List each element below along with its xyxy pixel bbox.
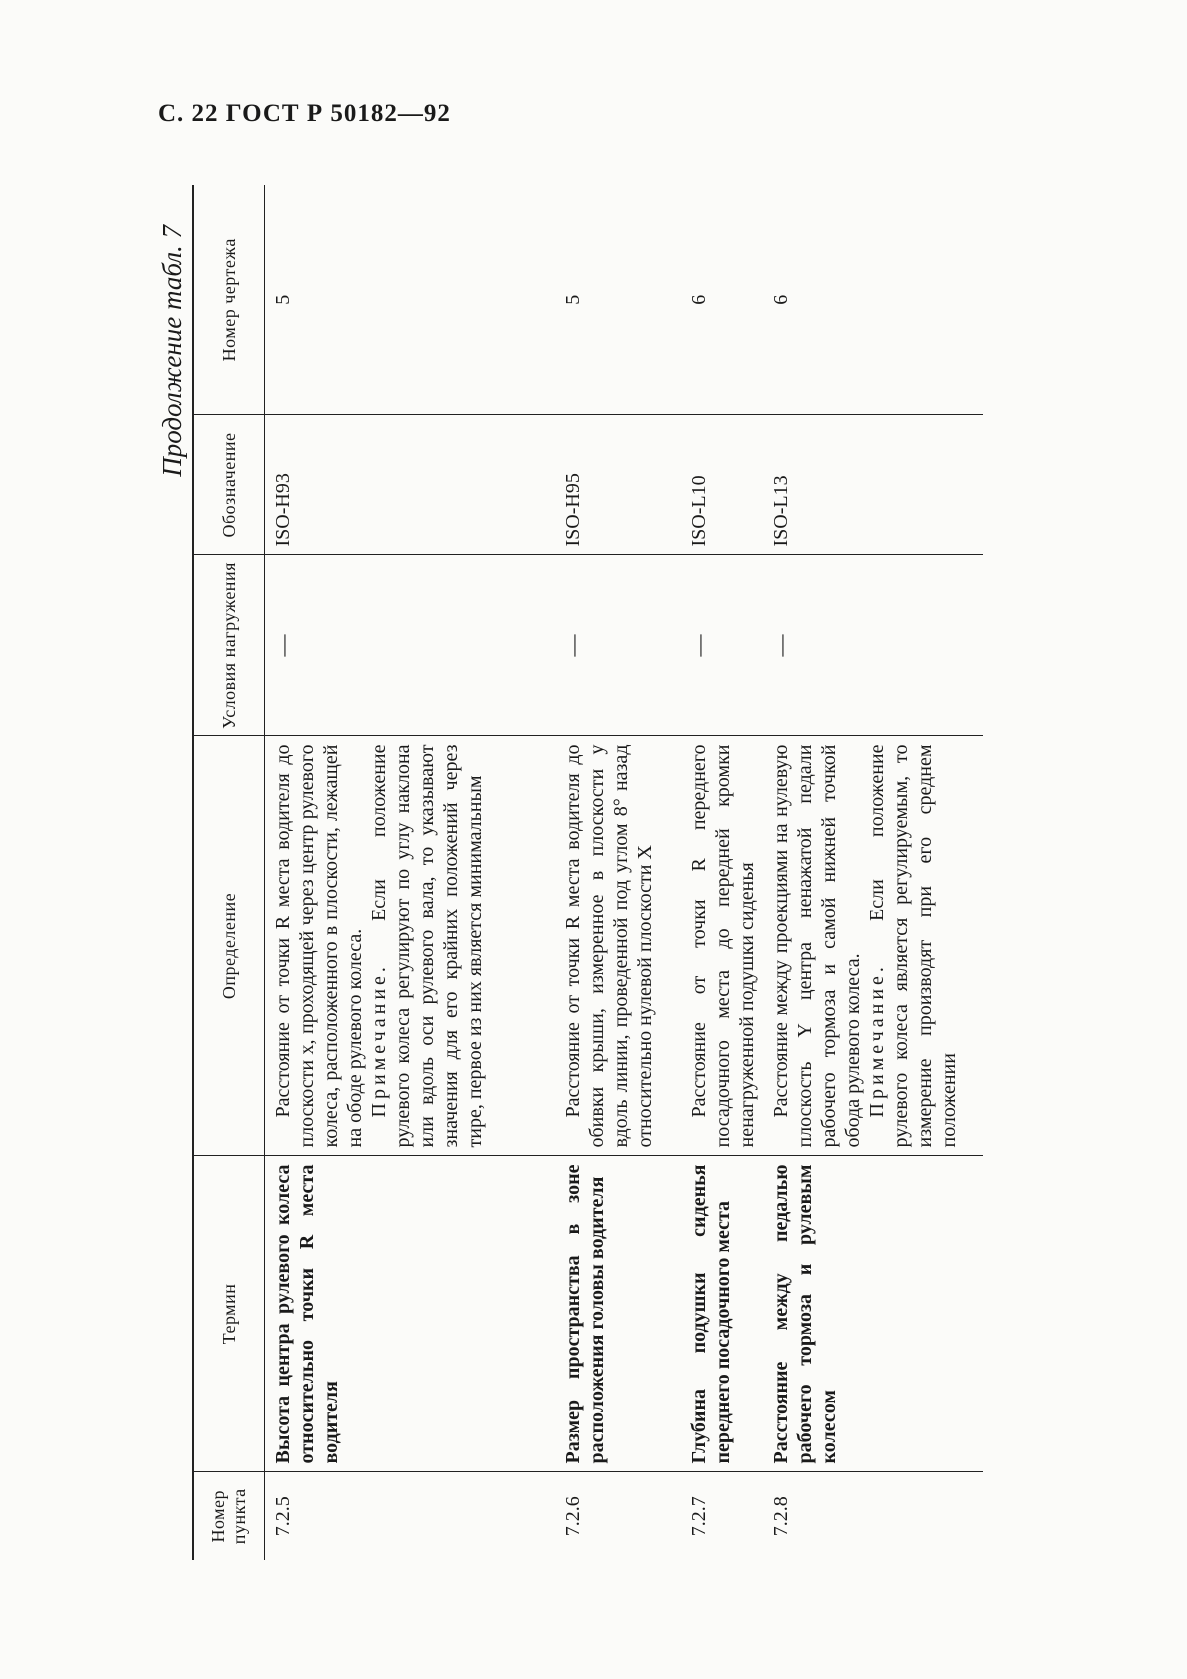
row-num: 7.2.7	[687, 1496, 710, 1537]
note-text: Если положение рулевого колеса является регулируемым, то измерение производят при его среднем положении	[865, 744, 960, 1148]
col-header-num: Номер пункта	[193, 1472, 265, 1560]
row-load: —	[555, 555, 681, 736]
row-code: ISO-H95	[555, 415, 681, 555]
row-code: ISO-L10	[681, 415, 763, 555]
table-caption: Продолжение табл. 7	[157, 225, 187, 477]
definition-text: Расстояние от точки R места водителя до обивки крыши, измеренное в плоскости y вдоль линии, проведенной под углом 8° назад относительно нулевой плоскости X	[561, 744, 656, 1148]
rotated-table-container	[152, 185, 1082, 1560]
definition-text: Расстояние от точки R места водителя до плоскости x, проходящей через центр рулевого колеса, расположенного в плоскости, лежащей на ободе рулевого колеса.	[272, 744, 366, 1148]
row-num: 7.2.5	[272, 1496, 294, 1537]
row-code: ISO-H93	[265, 415, 555, 555]
row-drawing: 6	[681, 185, 763, 415]
row-drawing: 5	[555, 185, 681, 415]
col-header-code: Обозначение	[193, 415, 265, 555]
col-header-definition: Определение	[193, 736, 265, 1156]
table-row	[681, 185, 763, 1560]
row-term: Расстояние между педалью рабочего тормоза и рулевым колесом	[763, 1156, 983, 1472]
definition-note	[367, 745, 487, 1148]
definition-text: Расстояние между проекциями на нулевую плоскость Y центра ненажатой педали рабочего тормоза и самой нижней точкой обода рулевого колеса.	[769, 744, 864, 1148]
row-drawing: 5	[265, 185, 555, 415]
definition-text: Расстояние от точки R переднего посадочного места до передней кромки ненагруженной подушки сиденья	[687, 744, 758, 1148]
col-header-load: Условия нагружения	[193, 555, 265, 736]
row-definition	[555, 736, 681, 1156]
table-row	[265, 185, 555, 1560]
note-text: Если положение рулевого колеса регулируют по углу наклона или вдоль оси рулевого вала, то указывают значения для его крайних положений через тире, первое из них является минимальным	[368, 744, 486, 1148]
table-row	[763, 185, 983, 1560]
terms-table	[192, 185, 983, 1560]
row-definition	[681, 736, 763, 1156]
row-term: Глубина подушки сиденья переднего посадочного места	[681, 1156, 763, 1472]
definition-note	[865, 745, 961, 1148]
row-num: 7.2.6	[561, 1496, 584, 1537]
col-header-drawing: Номер чертежа	[193, 185, 265, 415]
table-row	[555, 185, 681, 1560]
row-load: —	[763, 555, 983, 736]
row-code: ISO-L13	[763, 415, 983, 555]
row-load: —	[265, 555, 555, 736]
note-label: Примечание.	[368, 963, 390, 1118]
row-drawing: 6	[763, 185, 983, 415]
table-header-row	[193, 185, 265, 1560]
row-definition	[265, 736, 555, 1156]
row-term: Размер пространства в зоне расположения головы водителя	[555, 1156, 681, 1472]
page-header: С. 22 ГОСТ Р 50182—92	[158, 100, 451, 127]
row-load: —	[681, 555, 763, 736]
row-num: 7.2.8	[769, 1496, 792, 1537]
row-term: Высота центра рулевого колеса относительно точки R места водителя	[265, 1156, 555, 1472]
note-label: Примечание.	[865, 963, 888, 1118]
col-header-term: Термин	[193, 1156, 265, 1472]
row-definition	[763, 736, 983, 1156]
